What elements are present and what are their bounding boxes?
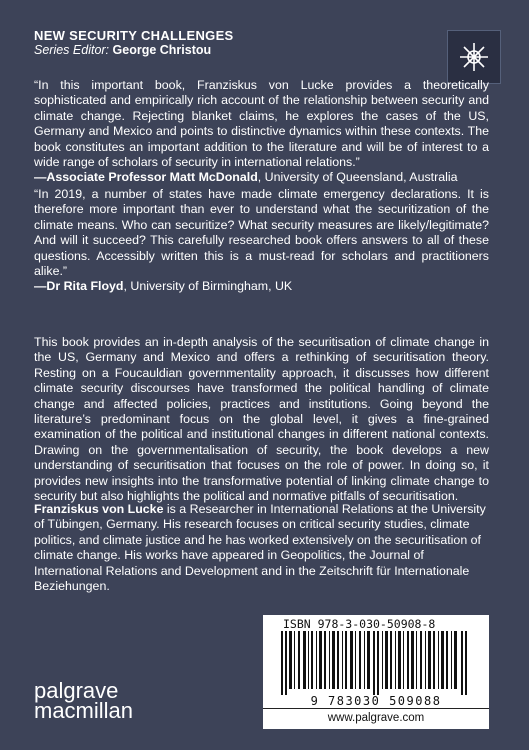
quote-text: “In 2019, a number of states have made climate emergency declarations. It is therefore more important than ever to understand what the securitization of the climate means. Who can securitize? What security measures are likely/legitimate? And will it succeed? This carefully researched book offers answers to all of these questions. Accessibly written this is a must-read for scholars and practitioners alike.” — [34, 187, 489, 279]
quote-author: —Associate Professor Matt McDonald — [34, 170, 258, 185]
series-editor-name: George Christou — [112, 43, 212, 57]
endorsement-quote-2 — [34, 187, 489, 295]
isbn-label: ISBN 978-3-030-50908-8 — [283, 617, 436, 631]
barcode-digits: 9 783030 509088 — [310, 694, 442, 708]
series-title: NEW SECURITY CHALLENGES — [34, 28, 234, 43]
quote-attribution — [34, 279, 489, 294]
publisher-url[interactable]: www.palgrave.com — [263, 708, 489, 729]
author-bio-text: is a Researcher in International Relations at the University of Tübingen, Germany. His research focuses on critical security studies, climate politics, and climate justice and he has worked extensively on the securitisation of climate change. His works have appeared in Geopolitics, the Journal of International Relations and Development and in the Zeitschrift für Internationale Beziehungen. — [34, 502, 486, 594]
publisher-logo-palgrave: palgrave — [34, 678, 119, 703]
publisher-logo-macmillan: macmillan — [34, 698, 134, 723]
series-editor-label: Series Editor: — [34, 43, 110, 57]
endorsement-quote-1 — [34, 78, 489, 186]
quote-text: “In this important book, Franziskus von Lucke provides a theoretically sophisticated and empirically rich account of the relationship between security and climate change. Rejecting blanket claims, he explores the cases of the US, Germany and Mexico and points to distinctive dynamics within these contexts. The book constitutes an important addition to the literature and will be of interest to a wide range of scholars of security in international relations.” — [34, 78, 489, 170]
quote-affiliation: , University of Birmingham, UK — [123, 279, 293, 294]
isbn-barcode — [263, 615, 489, 712]
quote-attribution — [34, 170, 489, 185]
author-name: Franziskus von Lucke — [34, 502, 164, 516]
series-editor — [34, 43, 211, 57]
publisher-logo-icon — [447, 30, 501, 84]
quote-author: —Dr Rita Floyd — [34, 279, 124, 294]
barcode-bars-icon — [277, 631, 475, 695]
quote-affiliation: , University of Queensland, Australia — [257, 170, 458, 185]
author-bio — [34, 502, 489, 594]
book-description: This book provides an in-depth analysis of the securitisation of climate change in the US, Germany and Mexico and offers a rethinking of securitisation theory. Resting on a Foucauldian governmentality approach, it discusses how different climate security discourses have transformed the political handling of climate change and affected policies, practices and institutions. Going beyond the literature’s predominant focus on the global level, it gives a fine-grained examination of the political and institutional changes in different national contexts. Drawing on the governmentalisation of security, the book develops a new understanding of securitisation that focuses on the role of power. In doing so, it provides new insights into the transformative potential of linking climate change to security but also highlights the political and normative pitfalls of securitisation. — [34, 335, 489, 504]
